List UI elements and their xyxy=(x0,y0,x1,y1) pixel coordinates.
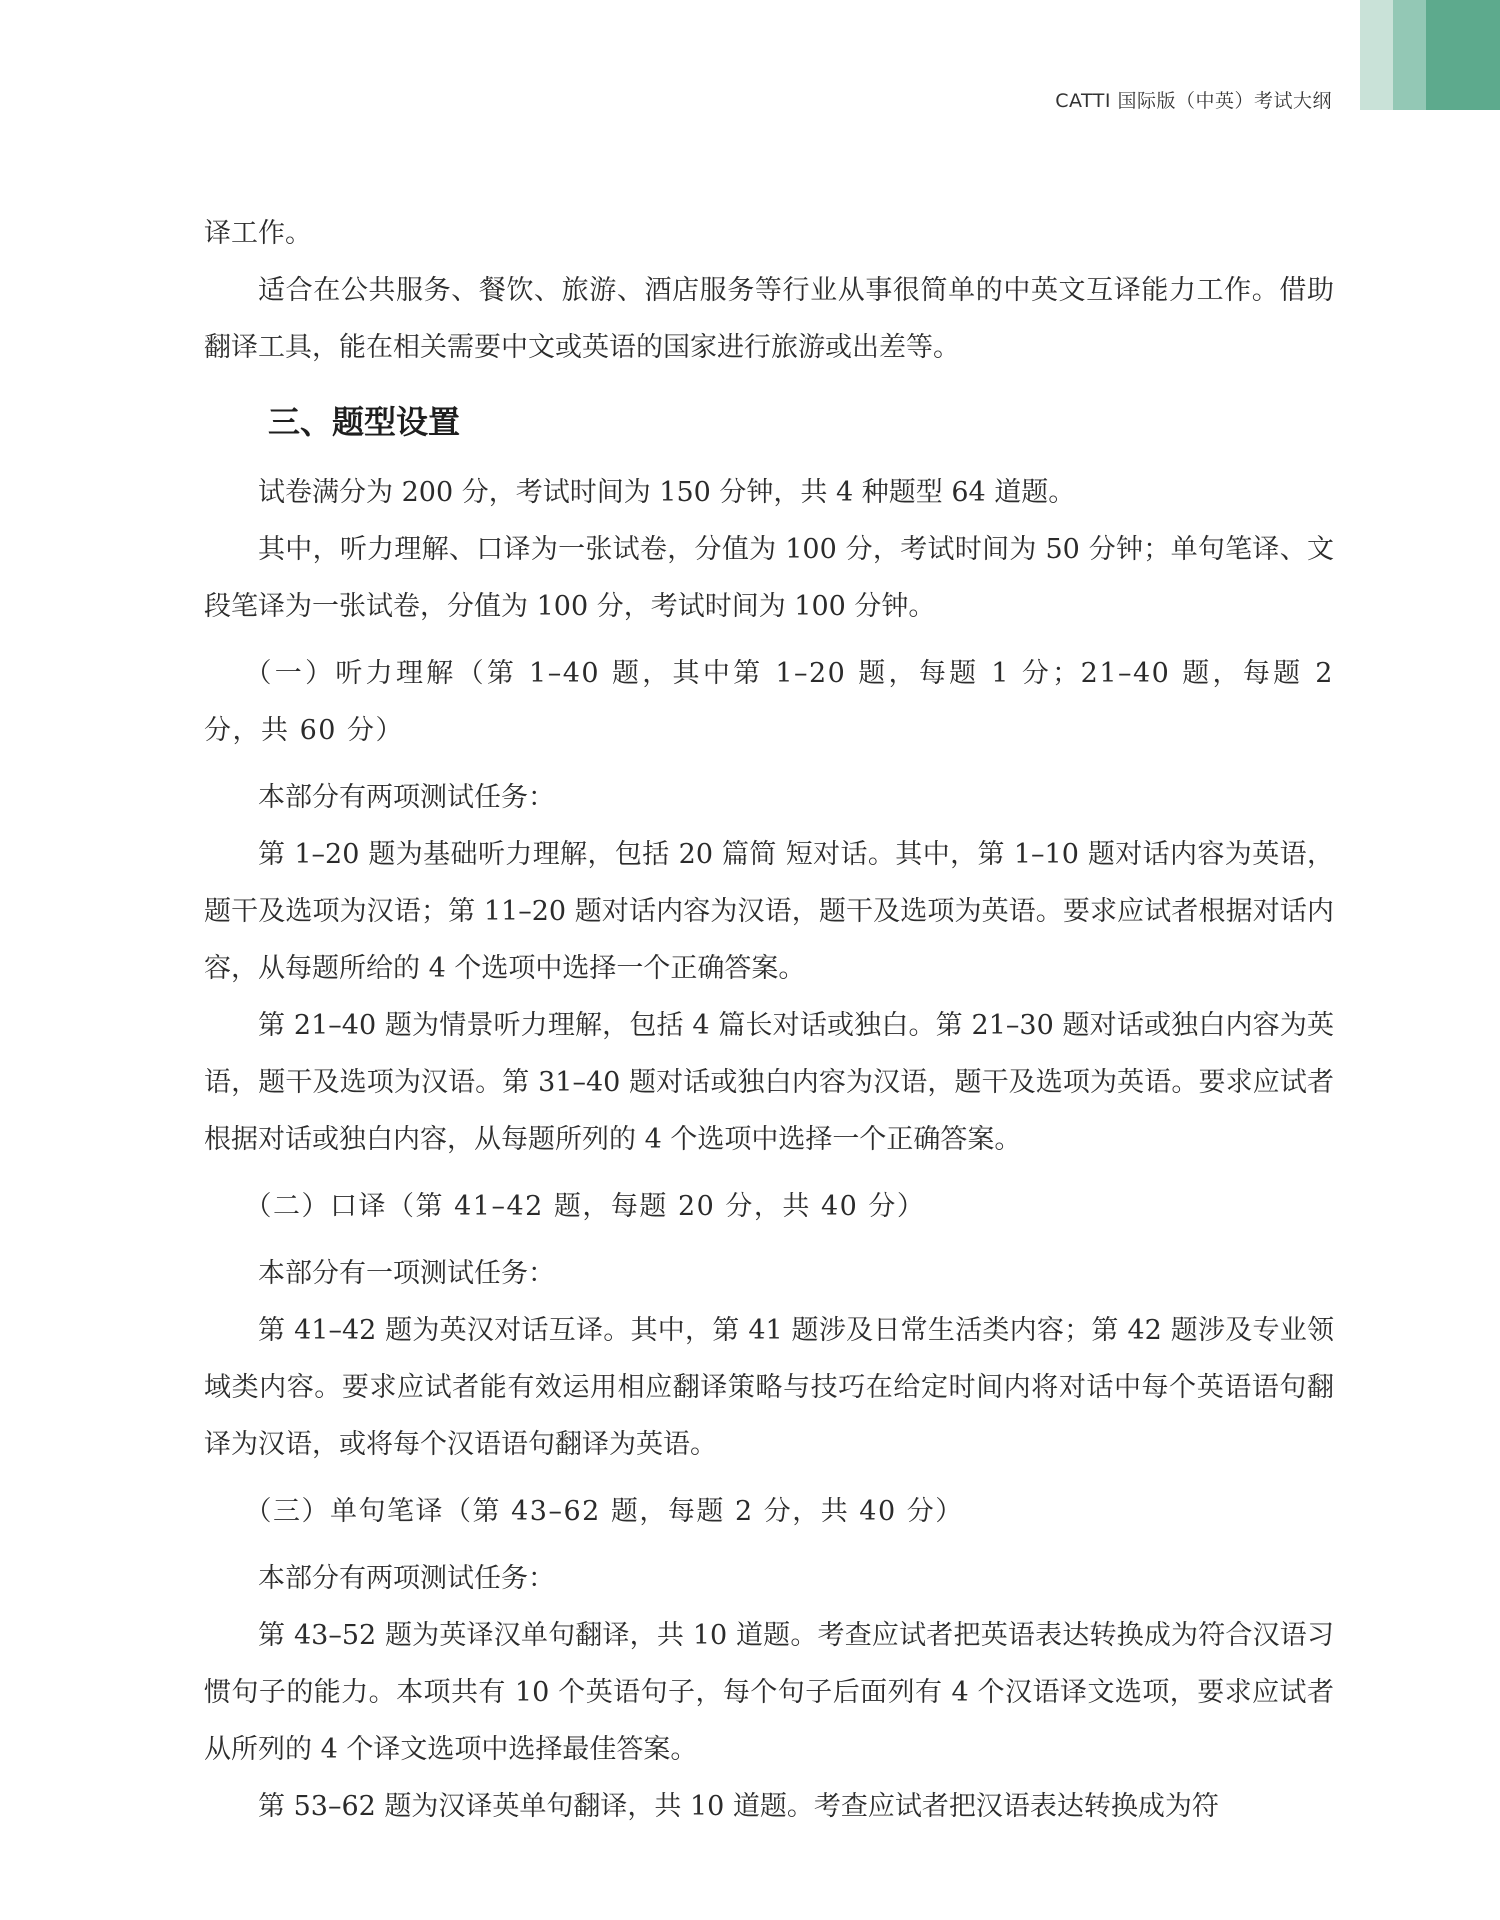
paragraph-interpreting-detail: 第 41–42 题为英汉对话互译。其中，第 41 题涉及日常生活类内容；第 42 题涉及专业领域类内容。要求应试者能有效运用相应翻译策略与技巧在给定时间内将对话中每个英语语句翻译为汉语，或将每个汉语语句翻译为英语。 xyxy=(204,1315,1334,1460)
corner-stripe-mid xyxy=(1393,0,1426,110)
corner-stripe-light xyxy=(1360,0,1393,110)
corner-stripe-dark xyxy=(1426,0,1500,110)
paragraph-suitability: 适合在公共服务、餐饮、旅游、酒店服务等行业从事很简单的中英文互译能力工作。借助翻译工具，能在相关需要中文或英语的国家进行旅游或出差等。 xyxy=(204,275,1334,363)
subheading-listening: （一）听力理解（第 1–40 题，其中第 1–20 题，每题 1 分；21–40 题，每题 2 分，共 60 分） xyxy=(204,658,1334,746)
paragraph-listening-scenario: 第 21–40 题为情景听力理解，包括 4 篇长对话或独白。第 21–30 题对话或独白内容为英语，题干及选项为汉语。第 31–40 题对话或独白内容为汉语，题干及选项为英语。要求应试者根据对话或独白内容，从每题所列的 4 个选项中选择一个正确答案。 xyxy=(204,1010,1334,1155)
paragraph-listening-tasks: 本部分有两项测试任务： xyxy=(258,782,555,813)
section-heading: 三、题型设置 xyxy=(268,403,461,441)
paragraph-zh-to-en: 第 53–62 题为汉译英单句翻译，共 10 道题。考查应试者把汉语表达转换成为符 xyxy=(258,1791,1219,1822)
paragraph-continuation: 译工作。 xyxy=(204,218,312,249)
corner-decoration xyxy=(1360,0,1500,110)
paragraph-interpreting-tasks: 本部分有一项测试任务： xyxy=(258,1258,555,1289)
running-header: CATTI 国际版（中英）考试大纲 xyxy=(1055,90,1332,112)
paragraph-exam-overview: 试卷满分为 200 分，考试时间为 150 分钟，共 4 种题型 64 道题。 xyxy=(258,477,1076,508)
paragraph-en-to-zh: 第 43–52 题为英译汉单句翻译，共 10 道题。考查应试者把英语表达转换成为符合汉语习惯句子的能力。本项共有 10 个英语句子，每个句子后面列有 4 个汉语译文选项，要求应试者从所列的 4 个译文选项中选择最佳答案。 xyxy=(204,1620,1334,1765)
page-body xyxy=(204,205,1334,1835)
paragraph-exam-papers: 其中，听力理解、口译为一张试卷，分值为 100 分，考试时间为 50 分钟；单句笔译、文段笔译为一张试卷，分值为 100 分，考试时间为 100 分钟。 xyxy=(204,534,1334,622)
paragraph-listening-basic: 第 1–20 题为基础听力理解，包括 20 篇简 短对话。其中，第 1–10 题对话内容为英语，题干及选项为汉语；第 11–20 题对话内容为汉语，题干及选项为英语。要求应试者根据对话内容，从每题所给的 4 个选项中选择一个正确答案。 xyxy=(204,839,1334,984)
subheading-interpreting: （二）口译（第 41–42 题，每题 20 分，共 40 分） xyxy=(244,1191,926,1222)
paragraph-translation-tasks: 本部分有两项测试任务： xyxy=(258,1563,555,1594)
subheading-sentence-translation: （三）单句笔译（第 43–62 题，每题 2 分，共 40 分） xyxy=(244,1496,964,1527)
